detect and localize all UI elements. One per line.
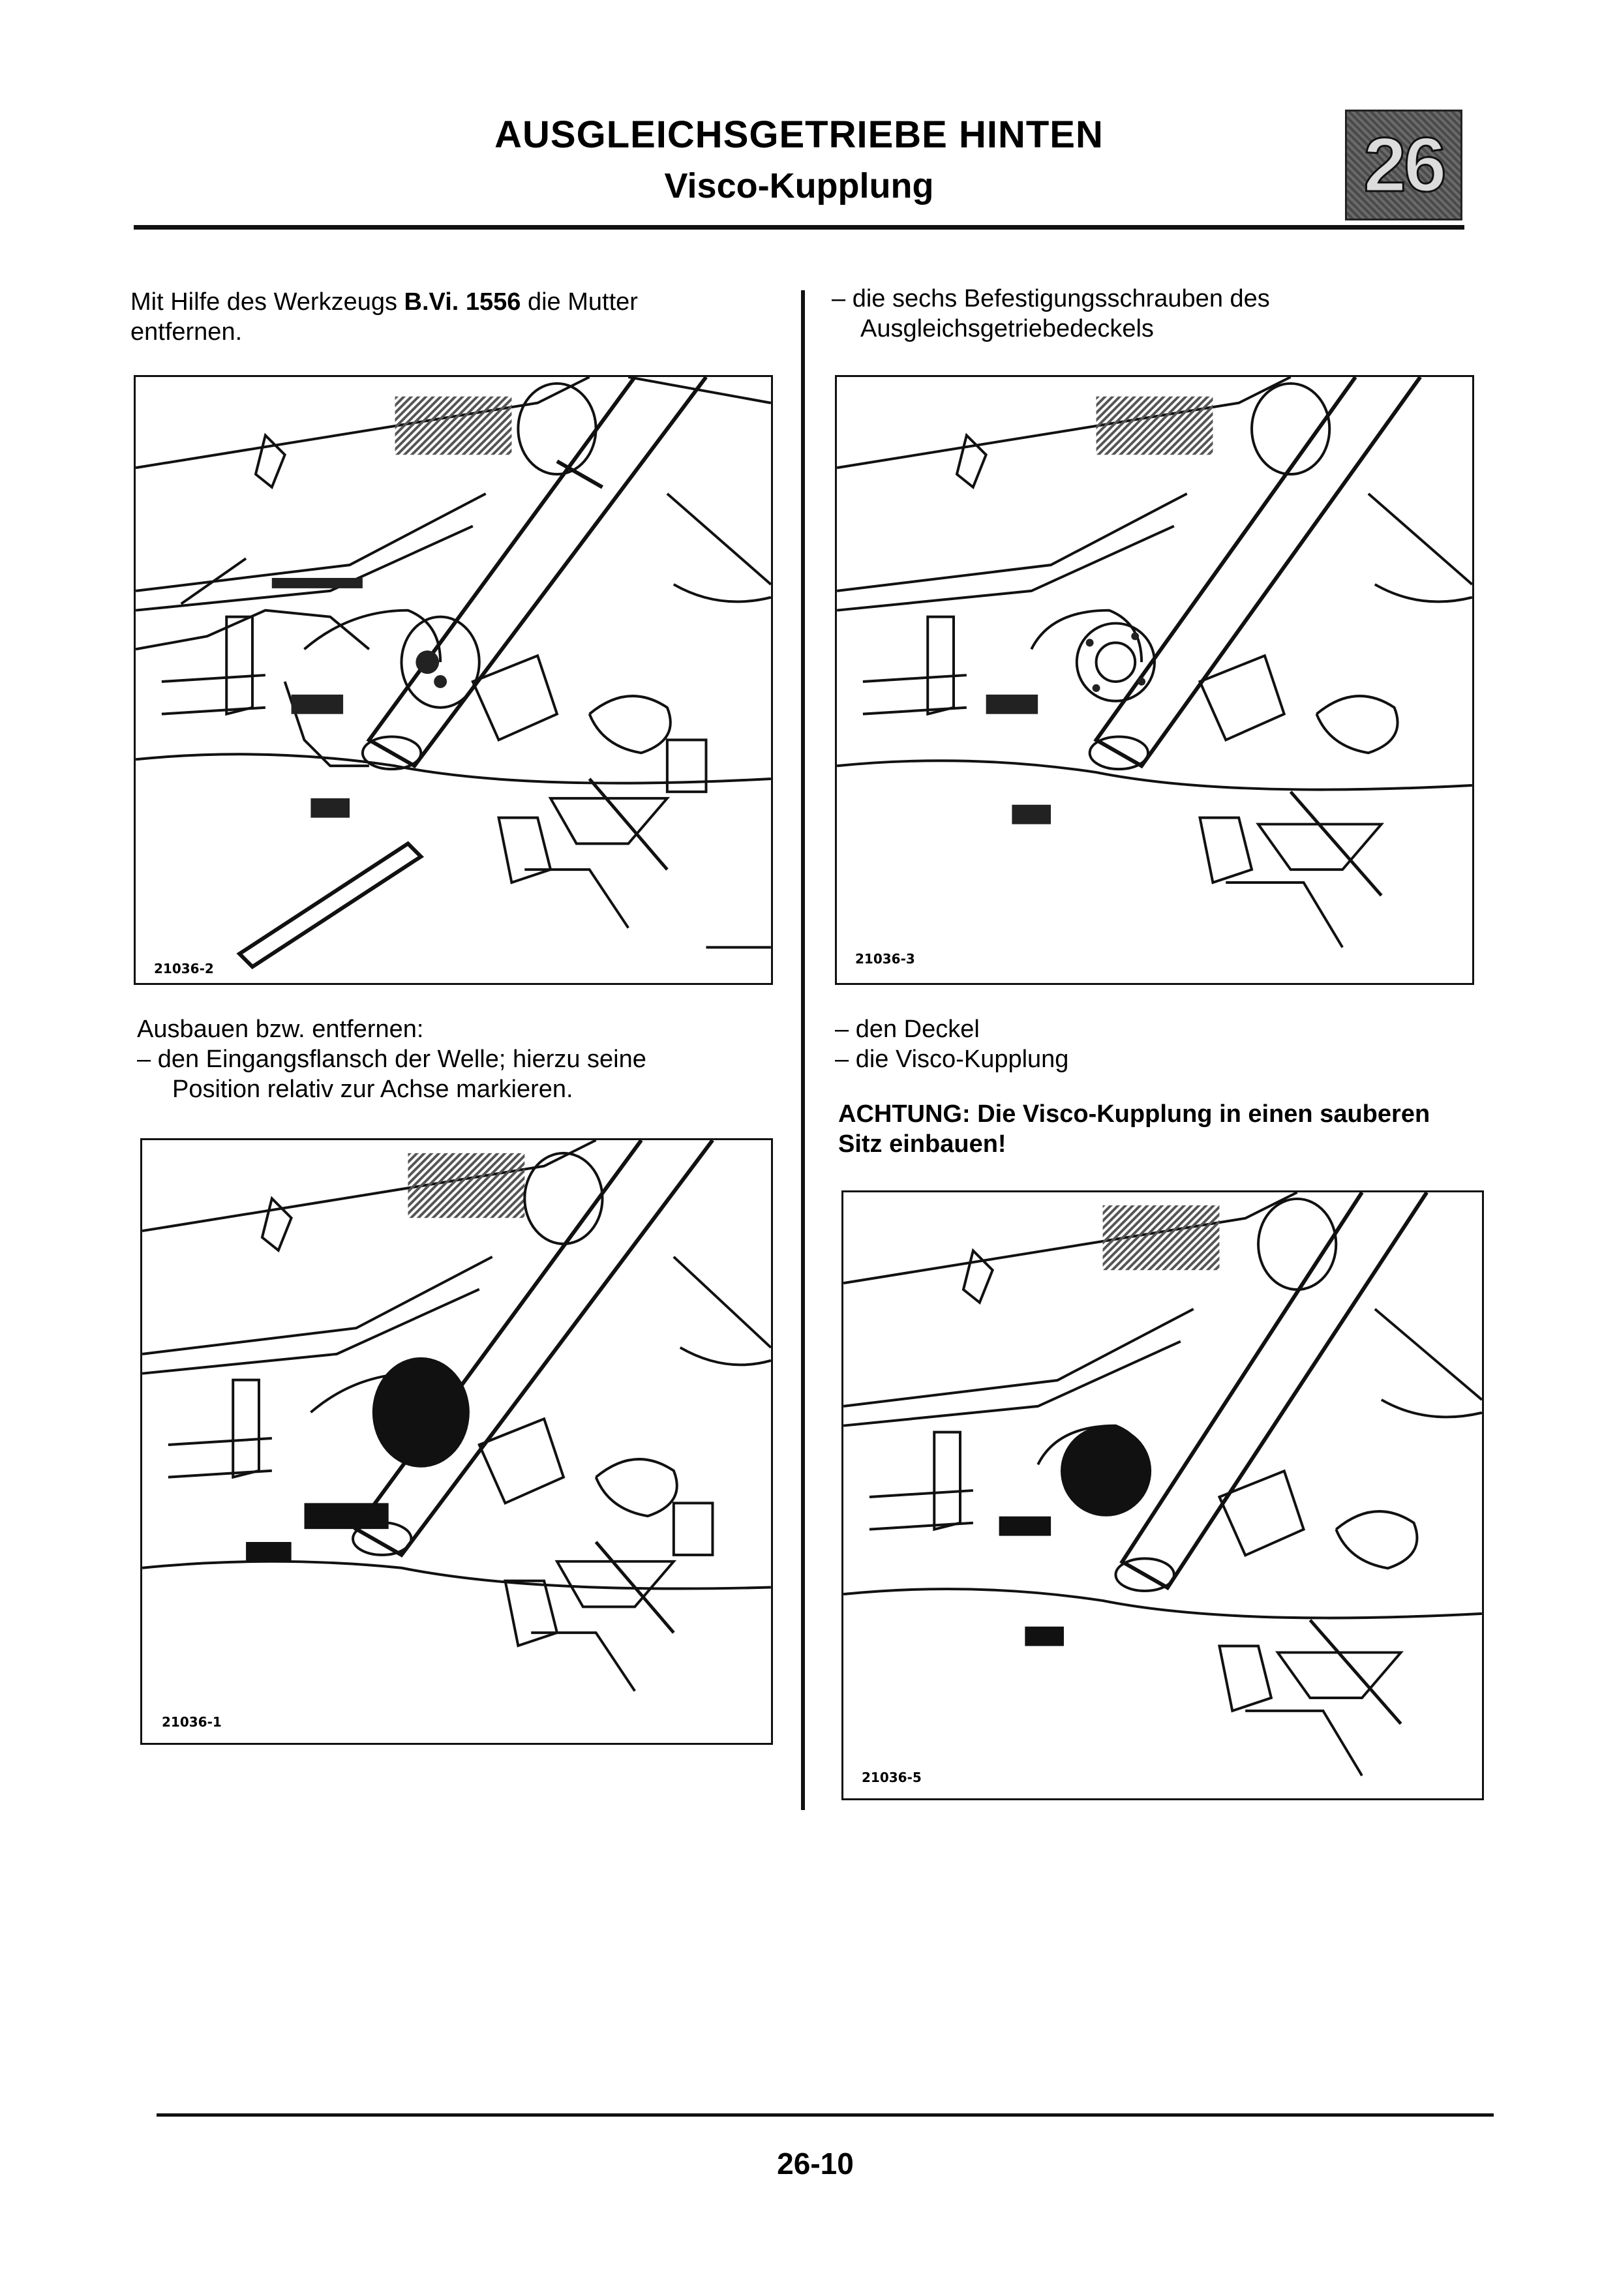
left-step2-heading: Ausbauen bzw. entfernen: (137, 1016, 424, 1043)
left-step2-item1-line1: – den Eingangsflansch der Welle; hierzu seine (137, 1046, 646, 1073)
left-step1-line2: entfernen. (130, 318, 243, 346)
chapter-badge (1345, 110, 1462, 220)
right-step1-line2: Ausgleichsgetriebedeckels (860, 315, 1154, 342)
left-step2-item1-line2: Position relativ zur Achse markieren. (172, 1076, 573, 1103)
drawing-remove-cover-screws (837, 377, 1472, 983)
drawing-remove-visco-coupling (843, 1192, 1482, 1798)
column-divider (801, 290, 805, 1810)
right-items (835, 1014, 1474, 1074)
warning-label: ACHTUNG: (838, 1100, 971, 1128)
figure-21036-1 (140, 1138, 773, 1745)
figure-code: 21036-3 (855, 951, 915, 967)
left-step1-line1: Mit Hilfe des Werkzeugs B.Vi. 1556 die Mutter (130, 288, 638, 316)
page-subtitle: Visco-Kupplung (664, 166, 934, 205)
right-step1-line1: – die sechs Befestigungsschrauben des (832, 285, 1270, 312)
warning-line2: Sitz einbauen! (838, 1130, 1006, 1158)
warning-text: Die Visco-Kupplung in einen sauberen (970, 1100, 1430, 1128)
left-step2-text (137, 1014, 763, 1104)
header-rule (134, 225, 1464, 230)
figure-21036-5 (841, 1190, 1484, 1800)
figure-code: 21036-1 (162, 1714, 222, 1730)
chapter-number: 26 (1363, 122, 1444, 208)
right-step1-text (832, 284, 1471, 344)
figure-21036-3 (835, 375, 1474, 985)
figure-code: 21036-5 (862, 1770, 922, 1785)
page-title: AUSGLEICHSGETRIEBE HINTEN (494, 113, 1104, 156)
page-number: 26-10 (777, 2147, 854, 2181)
tool-reference: B.Vi. 1556 (404, 288, 521, 316)
footer-rule (157, 2113, 1494, 2117)
warning-note (838, 1099, 1484, 1159)
drawing-remove-input-flange (142, 1140, 771, 1743)
figure-code: 21036-2 (154, 961, 214, 976)
figure-21036-2 (134, 375, 773, 985)
drawing-remove-nut-with-tool (136, 377, 771, 983)
right-item-visco: – die Visco-Kupplung (835, 1046, 1069, 1073)
right-item-cover: – den Deckel (835, 1016, 980, 1043)
left-step1-text (130, 287, 757, 347)
